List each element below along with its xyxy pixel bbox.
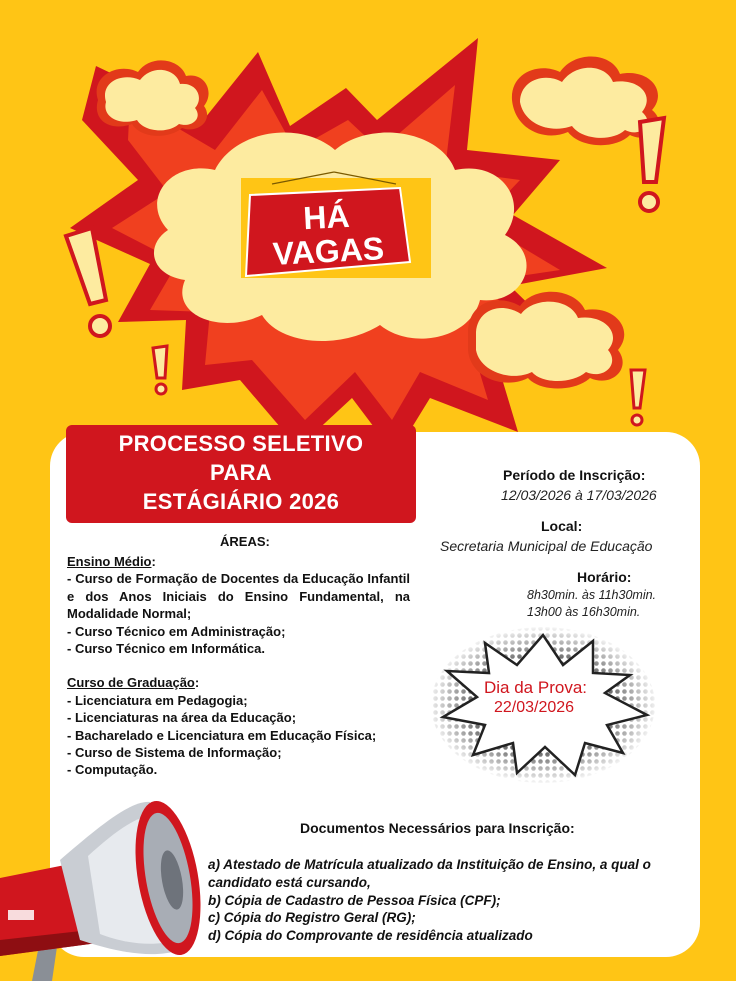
areas-list — [67, 553, 410, 779]
ha-vagas-sign — [241, 172, 431, 278]
exam-date-value: 22/03/2026 — [494, 699, 575, 716]
ensino-medio-colon: : — [151, 554, 156, 569]
ensino-medio-heading — [67, 553, 410, 570]
graduacao-colon: : — [194, 675, 200, 691]
periodo-value: 12/03/2026 à 17/03/2026 — [501, 487, 657, 503]
list-item: b) Cópia de Cadastro de Pessoa Física (CPF); — [208, 892, 501, 908]
list-item: - Bacharelado e Licenciatura em Educação Física; — [67, 727, 377, 743]
sign-text-vagas: VAGAS — [271, 230, 386, 272]
horario-afternoon: 13h00 às 16h30min. — [527, 605, 641, 619]
list-item: - Curso Técnico em Administração; — [67, 623, 286, 639]
megaphone-icon — [0, 790, 205, 981]
horario-label: Horário: — [577, 569, 632, 585]
list-item: - Licenciaturas na área da Educação; — [67, 710, 297, 726]
title-line-1: PROCESSO SELETIVO — [118, 431, 364, 456]
graduacao-label: Curso de Graduação — [67, 675, 195, 691]
exclamation-mark-small-right-icon — [631, 370, 645, 425]
cloud-left — [97, 60, 209, 136]
title-banner — [66, 425, 416, 523]
exclamation-mark-right-icon — [640, 118, 664, 211]
exclamation-mark-left-icon — [66, 228, 110, 336]
exclamation-mark-small-left-icon — [153, 346, 167, 394]
list-item: - Licenciatura em Pedagogia; — [67, 692, 248, 708]
list-item: d) Cópia do Comprovante de residência atualizado — [208, 928, 533, 944]
periodo-label: Período de Inscrição: — [503, 467, 646, 483]
cloud-right — [468, 292, 624, 389]
list-item: a) Atestado de Matrícula atualizado da Instituição de Ensino, a qual o candidato está cursando, — [208, 857, 651, 890]
list-item: - Curso de Sistema de Informação; — [67, 745, 282, 761]
list-item: c) Cópia do Registro Geral (RG); — [208, 910, 416, 926]
documentos-heading: Documentos Necessários para Inscrição: — [300, 820, 575, 836]
title-line-2: PARA — [210, 460, 272, 485]
list-item: - Curso de Formação de Docentes da Educação Infantil e dos Anos Iniciais do Ensino Fundamental, na Modalidade Normal; — [67, 571, 410, 622]
title-line-3: ESTÁGIÁRIO 2026 — [142, 489, 340, 514]
list-item: - Computação. — [67, 762, 158, 778]
areas-heading: ÁREAS: — [220, 534, 270, 549]
documentos-list — [208, 856, 688, 945]
local-value: Secretaria Municipal de Educação — [440, 538, 653, 554]
graduacao-heading — [67, 674, 410, 691]
exam-date-label: Dia da Prova: — [484, 678, 587, 697]
local-label: Local: — [541, 518, 583, 534]
horario-morning: 8h30min. às 11h30min. — [527, 588, 657, 602]
ensino-medio-label: Ensino Médio — [67, 554, 152, 569]
list-item: - Curso Técnico em Informática. — [67, 641, 265, 657]
sign-text-ha: HÁ — [302, 197, 351, 237]
cloud-top-right — [512, 56, 659, 145]
